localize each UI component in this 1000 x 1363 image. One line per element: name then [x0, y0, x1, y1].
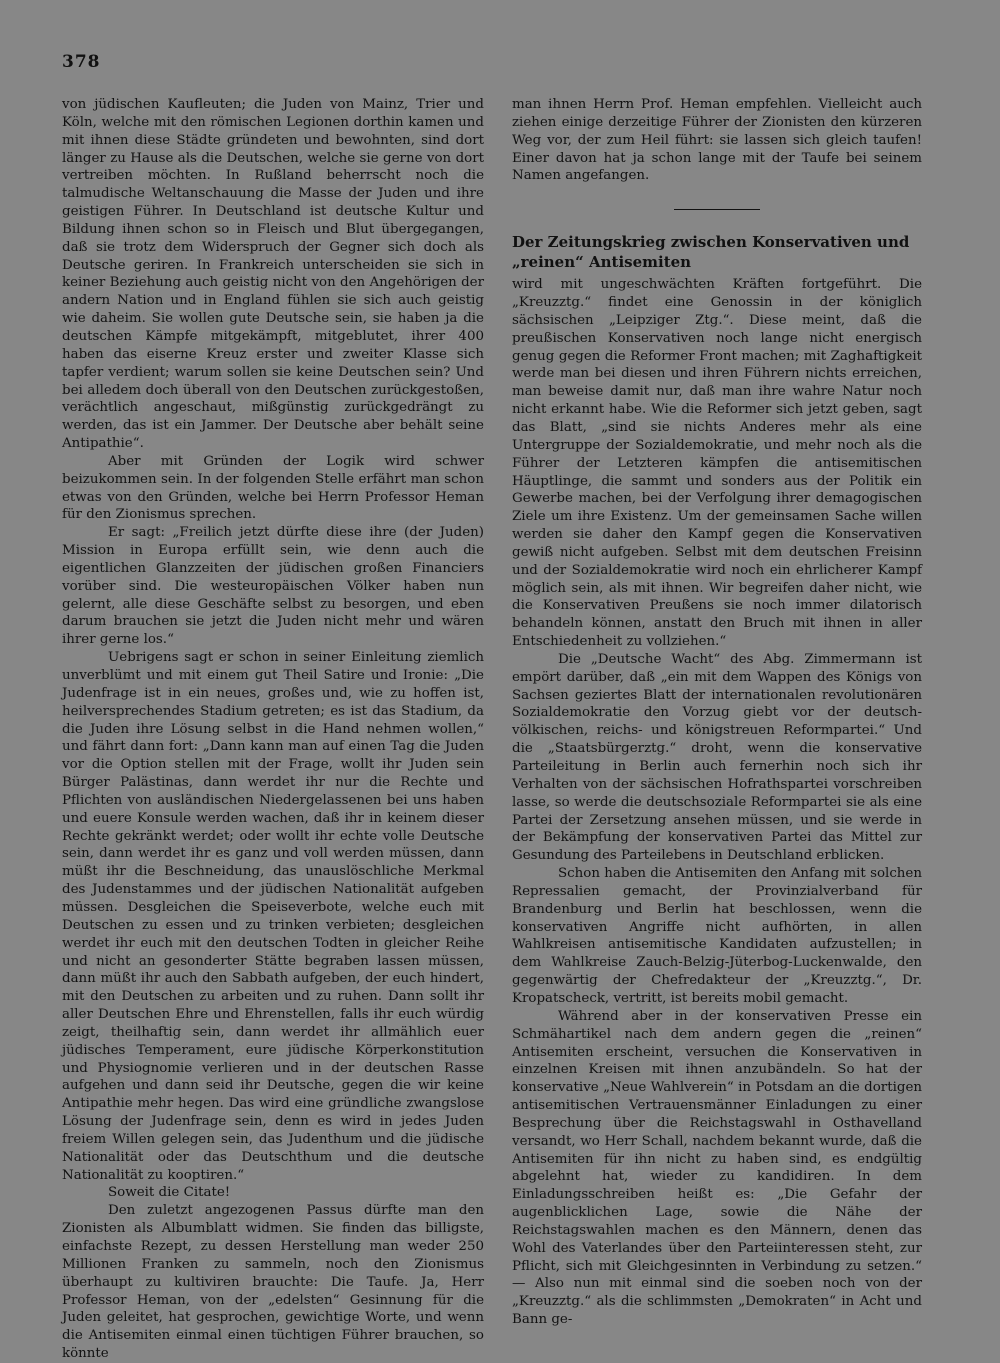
right-top-paragraph: man ihnen Herrn Prof. Heman empfehlen. Vielleicht auch ziehen einige derzeitige Führer der Zionisten den kürzeren Weg vor, der zum Heil führt: sie lassen sich gleich taufen! Einer davon hat ja schon lange mit der Taufe bei seinem Namen angefangen.	[512, 97, 922, 184]
left-paragraph-4: Uebrigens sagt er schon in seiner Einleitung ziemlich unverblümt und mit einem gut Theil Satire und Ironie: „Die Judenfrage ist in ein neues, großes und, wie zu hoffen ist, heilversprechendes Stadium getreten; es ist das Stadium, da die Juden ihre Lösung selbst in die Hand nehmen wollen,“ und fährt dann fort: „Dann kann man auf einen Tag die Juden vor die Option stellen mit der Frage, wollt ihr Juden sein Bürger Palästinas, dann werdet ihr nur die Rechte und Pflichten von ausländischen Niedergelassenen bei uns haben und euere Konsule werden wachen, daß ihr in keinem dieser Rechte gekränkt werdet; oder wollt ihr echte volle Deutsche sein, dann werdet ihr es ganz und voll werden müssen, dann müßt ihr die Beschneidung, das unauslöschliche Merkmal des Judenstammes und der jüdischen Nationalität aufgeben müssen. Desgleichen die Speiseverbote, welche euch mit Deutschen zu essen und zu trinken verbieten; desgleichen werdet ihr euch mit den deutschen Todten in gleicher Reihe und nicht an gesonderter Stätte begraben lassen müssen, dann müßt ihr auch den Sabbath aufgeben, der euch hindert, mit den Deutschen zu arbeiten und zu ruhen. Dann sollt ihr aller Deutschen Ehre und Ehrenstellen, falls ihr euch würdig zeigt, theilhaftig sein, dann werdet ihr allmählich euer jüdisches Temperament, eure jüdische Körperkonstitution und Physiognomie verlieren und in der deutschen Rasse aufgehen und dann seid ihr Deutsche, gegen die wir keine Antipathie mehr hegen. Das wird eine gründliche zwangslose Lösung der Judenfrage sein, denn es wird in jedes Juden freiem Willen gelegen sein, das Judenthum und die jüdische Nationalität oder das Deutschthum und die deutsche Nationalität zu kooptiren.“	[62, 650, 484, 1183]
section-divider	[674, 209, 760, 210]
right-paragraph-1: wird mit ungeschwächten Kräften fortgeführt. Die „Kreuzztg.“ findet eine Genossin in der königlich sächsischen „Leipziger Ztg.“. Diese meint, daß die preußischen Konservativen noch lange nicht energisch genug gegen die Reformer Front machen; mit Zaghaftigkeit werde man bei diesen und ihren Führern nichts erreichen, man beweise damit nur, daß man ihre wahre Natur noch nicht erkannt habe. Wie die Reformer sich jetzt geben, sagt das Blatt, „sind sie nichts Anderes mehr als eine Untergruppe der Sozialdemokratie, und mehr noch als die Führer der Letzteren kämpfen die antisemitischen Häuptlinge, die sammt und sonders aus der Politik ein Gewerbe machen, bei der Verfolgung ihrer demagogischen Ziele um ihre Existenz. Um der gemeinsamen Sache willen werden sie daher den Kampf gegen die Konservativen gewiß nicht aufgeben. Selbst mit dem deutschen Freisinn und der Sozialdemokratie wird noch ein ehrlicherer Kampf möglich sein, als mit ihnen. Wir begreifen daher nicht, wie die Konservativen Preußens sie noch immer dilatorisch behandeln können, anstatt den Bruch mit ihnen in aller Entschiedenheit zu vollziehen.“	[512, 277, 922, 650]
article-heading	[512, 232, 922, 272]
left-paragraph-6: Den zuletzt angezogenen Passus dürfte man den Zionisten als Albumblatt widmen. Sie finden das billigste, einfachste Rezept, zu dessen Herstellung man weder 250 Millionen Franken zu sammeln, noch den Zionismus überhaupt zu kultiviren brauchte: Die Taufe. Ja, Herr Professor Heman, von der „edelsten“ Gesinnung für die Juden geleitet, hat gesprochen, gewichtige Worte, und wenn die Antisemiten einmal einen tüchtigen Führer brauchen, so könnte	[62, 1203, 484, 1362]
left-paragraph-3: Er sagt: „Freilich jetzt dürfte diese ihre (der Juden) Mission in Europa erfüllt sein, wie denn auch die eigentlichen Glanzzeiten der jüdischen großen Financiers vorüber sind. Die westeuropäischen Völker haben nun gelernt, alle diese Geschäfte selbst zu besorgen, und eben darum brauchen sie jetzt die Juden nicht mehr und wären ihrer gerne los.“	[62, 525, 484, 648]
right-column	[512, 96, 922, 1329]
left-paragraph-1: von jüdischen Kaufleuten; die Juden von Mainz, Trier und Köln, welche mit den römischen Legionen dorthin kamen und mit ihnen diese Städte gründeten und bewohnten, sind dort länger zu Hause als die Deutschen, welche sie gerne von dort vertreiben möchten. In Rußland beherrscht noch die talmudische Weltanschauung die Masse der Juden und ihre geistigen Führer. In Deutschland ist deutsche Kultur und Bildung ihnen schon so in Fleisch und Blut übergegangen, daß sie trotz dem Widerspruch der Gegner sich doch als Deutsche geriren. In Frankreich unterscheiden sie sich in keiner Beziehung auch geistig nicht von den Angehörigen der andern Nation und in England fühlen sie sich auch geistig wie daheim. Sie wollen gute Deutsche sein, sie haben ja die deutschen Kämpfe mitgekämpft, mitgeblutet, ihrer 400 haben das eiserne Kreuz erster und zweiter Klasse sich tapfer verdient; warum sollen sie keine Deutschen sein? Und bei alledem doch überall von den Deutschen zurückgestoßen, verächtlich angeschaut, mißgünstig zurückgedrängt zu werden, das ist ein Jammer. Der Deutsche aber behält seine Antipathie“.	[62, 97, 484, 452]
right-paragraph-4: Während aber in der konservativen Presse ein Schmähartikel nach dem andern gegen die „reinen“ Antisemiten erscheint, versuchen die Konservativen in einzelnen Kreisen mit ihnen anzubändeln. So hat der konservative „Neue Wahlverein“ in Potsdam an die dortigen antisemitischen Vertrauensmänner Einladungen zu einer Besprechung über die Reichstagswahl in Osthavelland versandt, wo Herr Schall, nachdem bekannt wurde, daß die Antisemiten für ihn nicht zu haben sind, es endgültig abgelehnt hat, wieder zu kandidiren. In dem Einladungsschreiben heißt es: „Die Gefahr der augenblicklichen Lage, sowie die Nähe der Reichstagswahlen machen es den Männern, denen das Wohl des Vaterlandes über den Parteiinteressen steht, zur Pflicht, sich mit Gleichgesinnten in Verbindung zu setzen.“ — Also nun mit einmal sind die soeben noch von der „Kreuzztg.“ als die schlimmsten „Demokraten“ in Acht und Bann ge-	[512, 1008, 922, 1328]
heading-line-2: „reinen“ Antisemiten	[512, 253, 692, 272]
right-paragraph-3: Schon haben die Antisemiten den Anfang mit solchen Repressalien gemacht, der Provinzialverband für Brandenburg und Berlin hat beschlossen, wenn die konservativen Angriffe nicht aufhörten, in allen Wahlkreisen antisemitische Kandidaten aufzustellen; in dem Wahlkreise Zauch-Belzig-Jüterbog-Luckenwalde, den gegenwärtig der Chefredakteur der „Kreuzztg.“, Dr. Kropatscheck, vertritt, ist bereits mobil gemacht.	[512, 866, 922, 1006]
left-paragraph-2: Aber mit Gründen der Logik wird schwer beizukommen sein. In der folgenden Stelle erfährt man schon etwas von den Gründen, welche bei Herrn Professor Heman für den Zionismus sprechen.	[62, 453, 484, 523]
heading-line-1: Der Zeitungskrieg zwischen Konservativen und	[512, 233, 910, 252]
right-paragraph-2: Die „Deutsche Wacht“ des Abg. Zimmermann ist empört darüber, daß „ein mit dem Wappen des Königs von Sachsen geziertes Blatt der internationalen revolutionären Sozialdemokratie den Vorzug giebt vor der deutsch-völkischen, reichs- und königstreuen Reformpartei.“ Und die „Staatsbürgerztg.“ droht, wenn die konservative Parteileitung in Berlin auch fernerhin noch sich ihr Verhalten von der sächsischen Hofrathspartei vorschreiben lasse, so werde die deutschsoziale Reformpartei sie als eine Partei der Zersetzung ansehen müssen, und sie werde in der Bekämpfung der konservativen Partei das Mittel zur Gesundung des Parteilebens in Deutschland erblicken.	[512, 651, 922, 864]
page-number: 378	[62, 52, 101, 72]
left-paragraph-5: Soweit die Citate!	[108, 1185, 231, 1201]
left-column	[62, 96, 484, 1363]
